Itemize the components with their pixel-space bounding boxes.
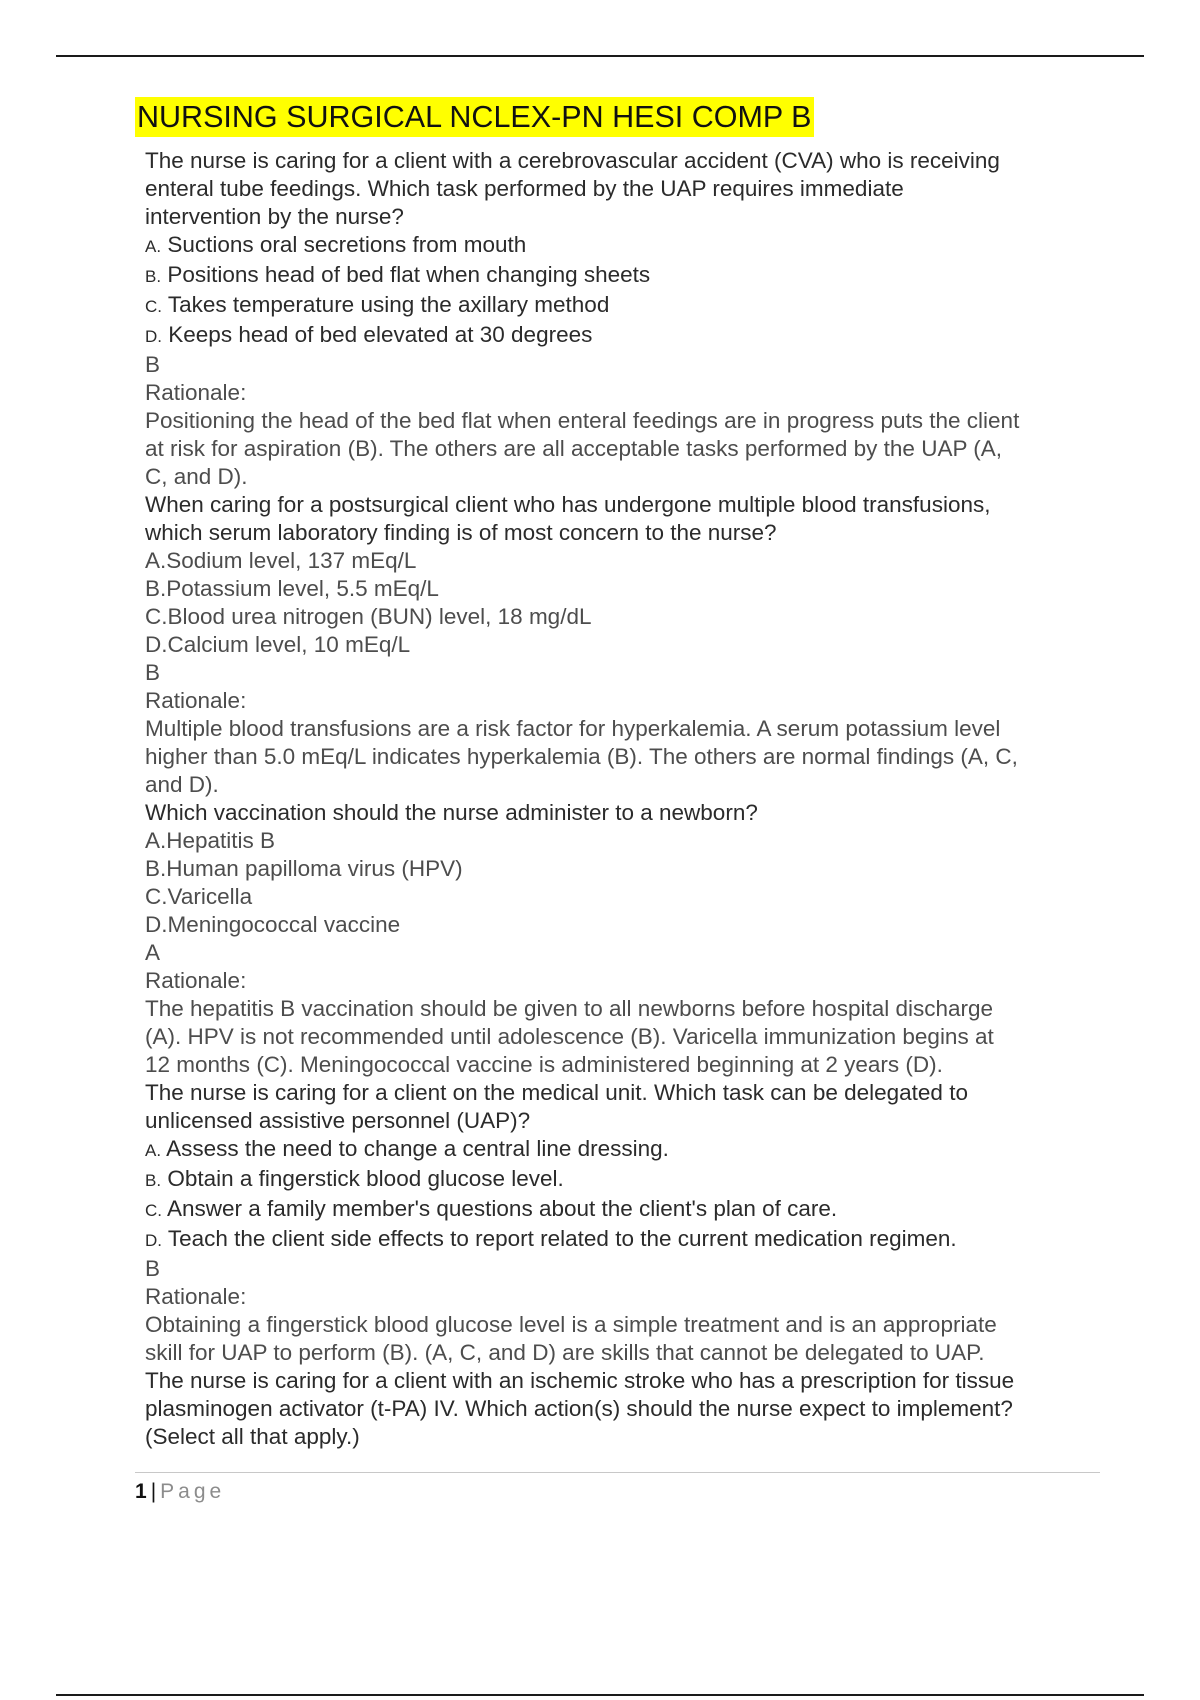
rationale-label: Rationale:	[145, 688, 247, 713]
document-body	[145, 147, 1105, 1451]
option-text: Meningococcal vaccine	[167, 912, 401, 937]
answer-option	[145, 547, 1105, 575]
option-letter: D.	[145, 1231, 162, 1250]
answer-option	[145, 261, 1105, 291]
rationale-line: C, and D).	[145, 464, 248, 489]
option-letter: B.	[145, 576, 167, 601]
answer-option	[145, 603, 1105, 631]
answer-option	[145, 1195, 1105, 1225]
correct-answer: B	[145, 660, 161, 685]
answer-option	[145, 827, 1105, 855]
question-block	[145, 1079, 1105, 1367]
option-text: Obtain a fingerstick blood glucose level.	[167, 1166, 564, 1191]
option-letter: D.	[145, 327, 162, 346]
answer-option	[145, 911, 1105, 939]
option-letter: B.	[145, 856, 167, 881]
rationale-line: (A). HPV is not recommended until adolescence (B). Varicella immunization begins at	[145, 1024, 994, 1049]
option-text: Sodium level, 137 mEq/L	[166, 548, 417, 573]
option-text: Calcium level, 10 mEq/L	[167, 632, 411, 657]
option-text: Keeps head of bed elevated at 30 degrees	[168, 322, 593, 347]
question-stem-line: plasminogen activator (t-PA) IV. Which action(s) should the nurse expect to implement?	[145, 1396, 1013, 1421]
rationale-line: at risk for aspiration (B). The others are all acceptable tasks performed by the UAP (A,	[145, 436, 1003, 461]
answer-option	[145, 575, 1105, 603]
answer-option	[145, 1135, 1105, 1165]
answer-option	[145, 291, 1105, 321]
question-stem-line: Which vaccination should the nurse administer to a newborn?	[145, 800, 758, 825]
rationale-label: Rationale:	[145, 1284, 247, 1309]
answer-option	[145, 883, 1105, 911]
question-stem-line: The nurse is caring for a client with a cerebrovascular accident (CVA) who is receiving	[145, 148, 1000, 173]
rationale-line: Obtaining a fingerstick blood glucose level is a simple treatment and is an appropriate	[145, 1312, 997, 1337]
answer-option	[145, 1165, 1105, 1195]
option-letter: C.	[145, 884, 168, 909]
question-stem-line: which serum laboratory finding is of most concern to the nurse?	[145, 520, 777, 545]
answer-option	[145, 231, 1105, 261]
option-letter: D.	[145, 912, 168, 937]
option-text: Positions head of bed flat when changing sheets	[167, 262, 651, 287]
option-text: Varicella	[167, 884, 253, 909]
answer-option	[145, 1225, 1105, 1255]
correct-answer: A	[145, 940, 161, 965]
rationale-line: skill for UAP to perform (B). (A, C, and D) are skills that cannot be delegated to UAP.	[145, 1340, 985, 1365]
correct-answer: B	[145, 352, 161, 377]
rationale-line: Positioning the head of the bed flat when enteral feedings are in progress puts the client	[145, 408, 1020, 433]
correct-answer: B	[145, 1256, 161, 1281]
rationale-label: Rationale:	[145, 968, 247, 993]
question-block	[145, 147, 1105, 491]
option-text: Human papilloma virus (HPV)	[166, 856, 463, 881]
option-text: Takes temperature using the axillary method	[167, 292, 610, 317]
question-stem-line: unlicensed assistive personnel (UAP)?	[145, 1108, 531, 1133]
option-letter: B.	[145, 267, 162, 286]
question-stem-line: The nurse is caring for a client on the medical unit. Which task can be delegated to	[145, 1080, 968, 1105]
page-footer	[135, 1478, 225, 1506]
document-title: NURSING SURGICAL NCLEX-PN HESI COMP B	[135, 97, 814, 137]
answer-option	[145, 321, 1105, 351]
option-text: Blood urea nitrogen (BUN) level, 18 mg/dL	[167, 604, 592, 629]
page-number: 1	[135, 1480, 147, 1503]
rationale-line: and D).	[145, 772, 219, 797]
top-rule	[56, 55, 1144, 57]
question-stem-line: enteral tube feedings. Which task performed by the UAP requires immediate	[145, 176, 904, 201]
answer-option	[145, 855, 1105, 883]
footer-rule	[135, 1472, 1100, 1473]
answer-option	[145, 631, 1105, 659]
question-stem-line: The nurse is caring for a client with an ischemic stroke who has a prescription for tissue	[145, 1368, 1015, 1393]
option-text: Answer a family member's questions about the client's plan of care.	[167, 1196, 838, 1221]
option-letter: A.	[145, 237, 162, 256]
question-block	[145, 799, 1105, 1079]
option-letter: D.	[145, 632, 168, 657]
option-letter: A.	[145, 548, 167, 573]
question-stem-line: intervention by the nurse?	[145, 204, 404, 229]
option-letter: C.	[145, 1201, 162, 1220]
rationale-line: Multiple blood transfusions are a risk factor for hyperkalemia. A serum potassium level	[145, 716, 1001, 741]
option-letter: C.	[145, 297, 162, 316]
option-letter: A.	[145, 1141, 162, 1160]
rationale-line: higher than 5.0 mEq/L indicates hyperkalemia (B). The others are normal findings (A, C,	[145, 744, 1018, 769]
option-text: Hepatitis B	[166, 828, 276, 853]
question-stem-line: (Select all that apply.)	[145, 1424, 360, 1449]
bottom-rule	[56, 1694, 1144, 1696]
option-text: Teach the client side effects to report related to the current medication regimen.	[167, 1226, 957, 1251]
rationale-line: 12 months (C). Meningococcal vaccine is administered beginning at 2 years (D).	[145, 1052, 943, 1077]
rationale-label: Rationale:	[145, 380, 247, 405]
question-block	[145, 1367, 1105, 1451]
question-stem-line: When caring for a postsurgical client who has undergone multiple blood transfusions,	[145, 492, 991, 517]
option-letter: A.	[145, 828, 167, 853]
option-text: Assess the need to change a central line dressing.	[166, 1136, 669, 1161]
option-letter: B.	[145, 1171, 162, 1190]
rationale-line: The hepatitis B vaccination should be given to all newborns before hospital discharge	[145, 996, 994, 1021]
page-label: Page	[160, 1480, 226, 1503]
option-letter: C.	[145, 604, 168, 629]
question-block	[145, 491, 1105, 799]
option-text: Potassium level, 5.5 mEq/L	[166, 576, 439, 601]
option-text: Suctions oral secretions from mouth	[167, 232, 527, 257]
page-separator: |	[150, 1480, 157, 1503]
